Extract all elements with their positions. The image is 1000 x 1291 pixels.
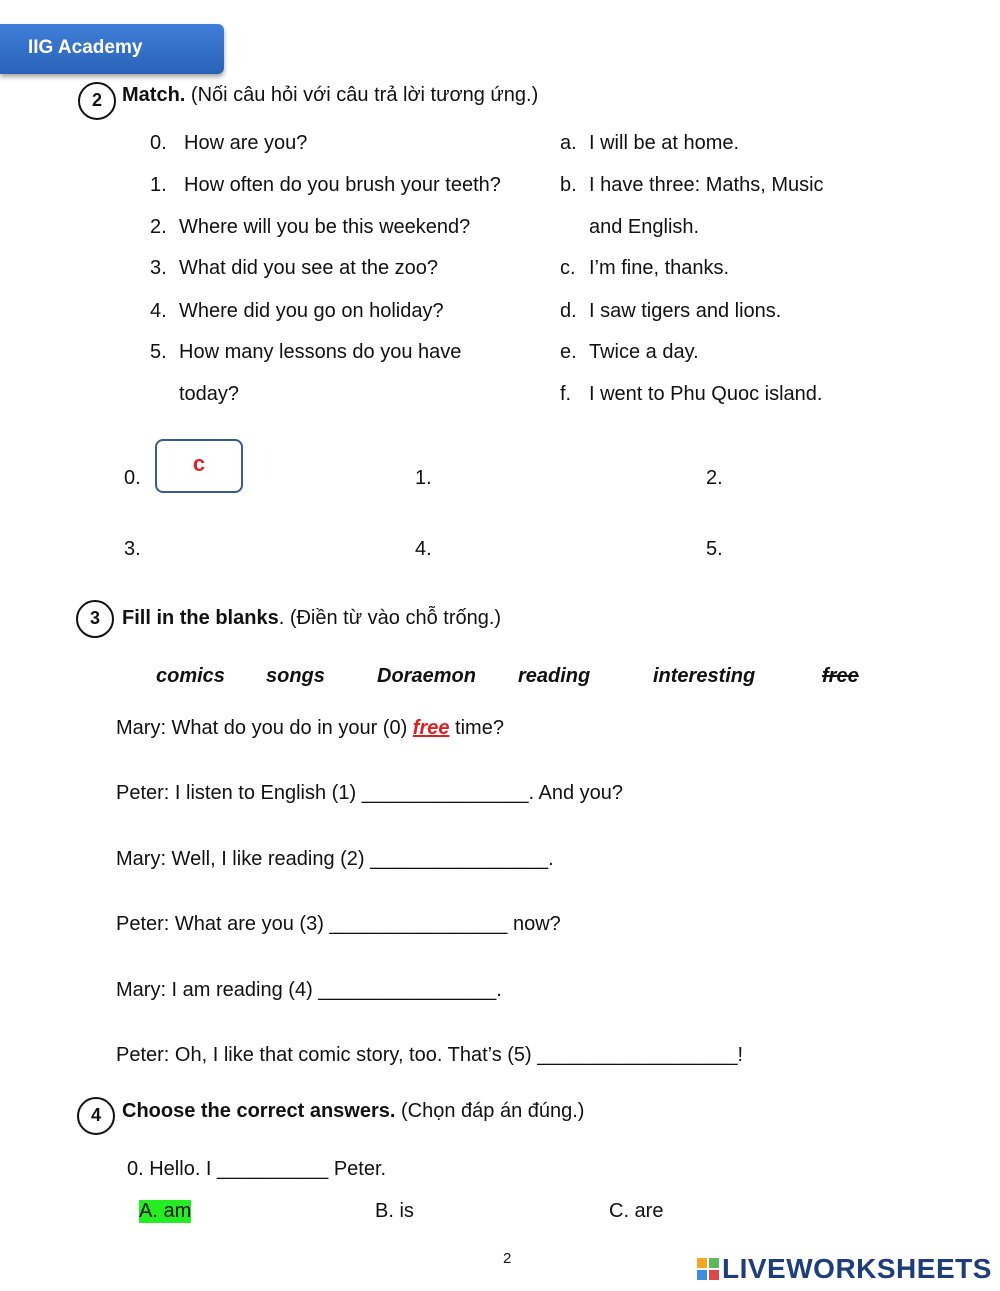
question-text: How many lessons do you have	[179, 341, 462, 363]
answer-letter: e.	[560, 341, 577, 363]
dialogue-line-4[interactable]: Mary: I am reading (4) ________________.	[116, 979, 502, 1001]
answer-text: I’m fine, thanks.	[589, 257, 730, 279]
dialogue-line-1[interactable]: Peter: I listen to English (1) _______________. And you?	[116, 782, 624, 804]
section-3-title: Fill in the blanks	[122, 607, 279, 629]
question-text: How often do you brush your teeth?	[184, 174, 501, 196]
answer-input-5[interactable]	[736, 523, 826, 571]
answer-slot-label: 1.	[415, 467, 432, 489]
answer-slot-label: 3.	[124, 538, 141, 560]
question-0: 0. Hello. I __________ Peter.	[127, 1158, 387, 1180]
logo-text: LIVEWORKSHEETS	[722, 1253, 992, 1284]
section-3-subtitle: . (Điền từ vào chỗ trống.)	[278, 607, 502, 629]
section-2-subtitle: (Nối câu hỏi với câu trả lời tương ứng.)	[190, 84, 539, 106]
word-bank-item: Doraemon	[377, 665, 476, 687]
dialogue-line-5[interactable]: Peter: Oh, I like that comic story, too. That’s (5) __________________!	[116, 1044, 744, 1066]
section-3-number: 3	[76, 600, 114, 638]
answer-input-4[interactable]	[445, 523, 535, 571]
answer-slot-label: 2.	[706, 467, 723, 489]
word-bank-item: songs	[266, 665, 325, 687]
dialogue-line-2[interactable]: Mary: Well, I like reading (2) ________________.	[116, 848, 554, 870]
brand-tab: IIG Academy	[0, 24, 224, 74]
question-text: Where will you be this weekend?	[179, 216, 471, 238]
word-bank-item: reading	[518, 665, 591, 687]
answer-text: and English.	[589, 216, 700, 238]
answer-letter: a.	[560, 132, 577, 154]
answer-text: I went to Phu Quoc island.	[589, 383, 823, 405]
answer-slot-label: 4.	[415, 538, 432, 560]
liveworksheets-logo-icon	[697, 1258, 719, 1280]
answer-slot-label: 5.	[706, 538, 723, 560]
answer-input-3[interactable]	[155, 523, 245, 571]
answer-text: I have three: Maths, Music	[589, 174, 824, 196]
answer-letter: d.	[560, 300, 577, 322]
option-c[interactable]: C. are	[609, 1200, 664, 1222]
question-text: How are you?	[184, 132, 308, 154]
answer-letter: f.	[560, 383, 572, 405]
word-bank-item: comics	[156, 665, 225, 687]
answer-input-1[interactable]	[445, 452, 535, 500]
dialogue-text: Mary: What do you do in your (0)	[116, 717, 413, 739]
answer-input-2[interactable]	[736, 452, 826, 500]
example-answer: free	[412, 717, 450, 739]
page-number: 2	[503, 1250, 512, 1267]
section-4-subtitle: (Chọn đáp án đúng.)	[395, 1100, 585, 1122]
answer-text: I will be at home.	[589, 132, 740, 154]
dialogue-line-3[interactable]: Peter: What are you (3) ________________ now?	[116, 913, 561, 935]
section-3-heading	[122, 607, 501, 630]
question-text: Where did you go on holiday?	[179, 300, 444, 322]
option-a-selected[interactable]: A. am	[139, 1200, 192, 1222]
question-text: today?	[179, 383, 240, 405]
question-number: 1.	[150, 174, 167, 196]
section-2-number: 2	[78, 82, 116, 120]
word-bank-item: interesting	[653, 665, 756, 687]
liveworksheets-logo	[697, 1253, 992, 1285]
word-bank-item-used: free	[822, 665, 859, 687]
section-2-heading	[122, 84, 538, 107]
question-number: 0.	[150, 132, 167, 154]
dialogue-text: time?	[449, 717, 504, 739]
answer-letter: b.	[560, 174, 577, 196]
section-2-title: Match.	[122, 84, 186, 106]
question-number: 2.	[150, 216, 167, 238]
dialogue-line-0	[116, 717, 504, 740]
section-4-title: Choose the correct answers.	[122, 1100, 396, 1122]
answer-input-0[interactable]: c	[155, 439, 243, 493]
section-4-number: 4	[77, 1097, 115, 1135]
question-number: 3.	[150, 257, 167, 279]
answer-text: I saw tigers and lions.	[589, 300, 782, 322]
question-number: 5.	[150, 341, 167, 363]
option-b[interactable]: B. is	[375, 1200, 414, 1222]
answer-letter: c.	[560, 257, 576, 279]
section-4-heading	[122, 1100, 584, 1123]
answer-text: Twice a day.	[589, 341, 699, 363]
question-text: What did you see at the zoo?	[179, 257, 439, 279]
answer-slot-label: 0.	[124, 467, 141, 489]
question-number: 4.	[150, 300, 167, 322]
